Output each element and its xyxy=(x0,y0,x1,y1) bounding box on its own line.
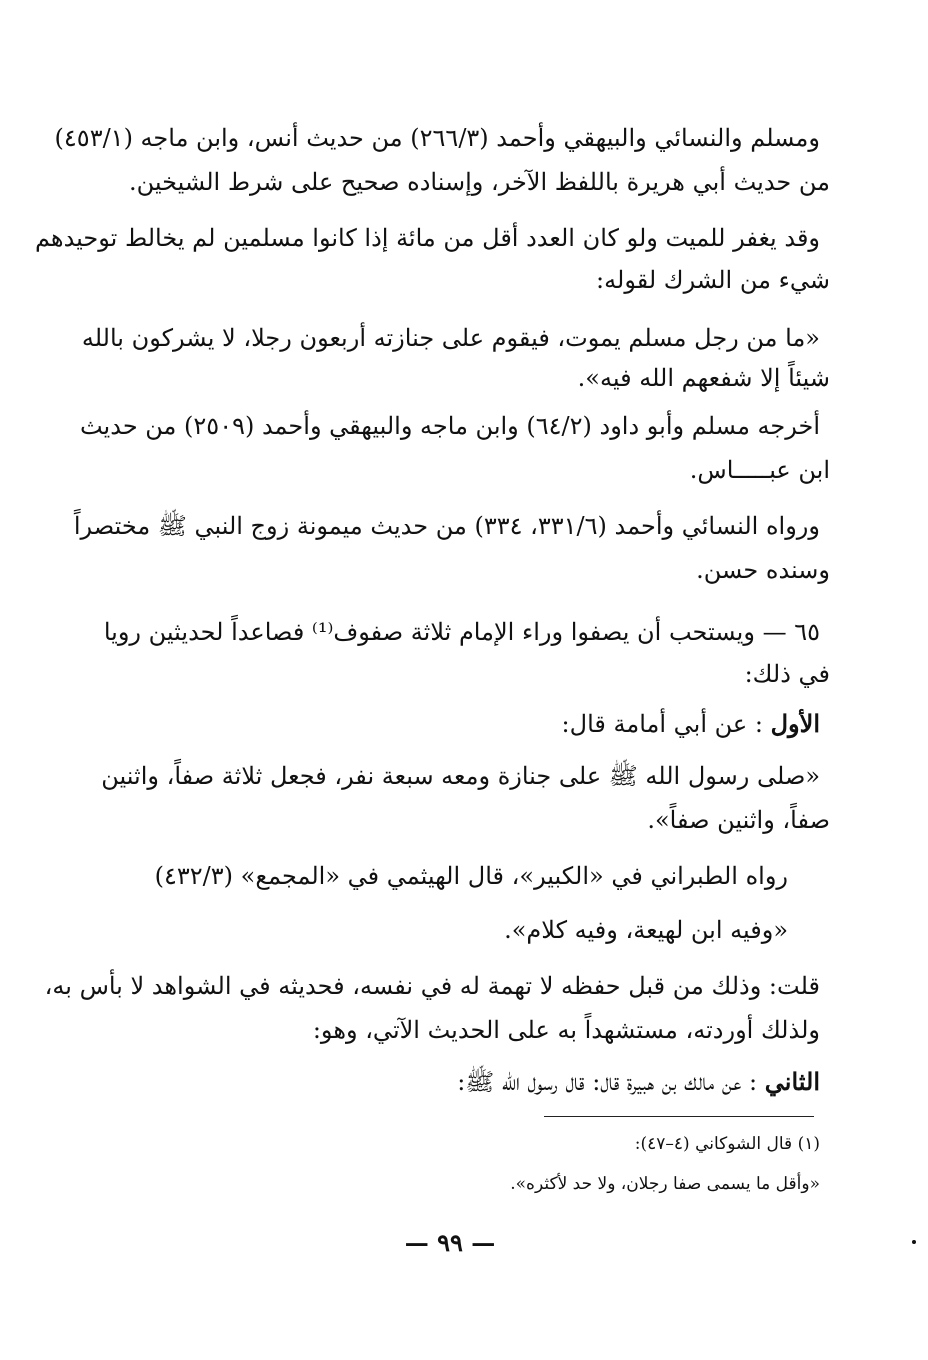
section-65-line-2: في ذلك: xyxy=(744,660,830,688)
first-hadith-intro: : عن أبي أمامة قال: xyxy=(561,710,763,738)
first-hadith-line-1: «صلى رسول الله ﷺ على جنازة ومعه سبعة نفر، فجعل ثلاثة صفاً، واثنين xyxy=(101,762,820,790)
first-hadith-heading-line xyxy=(320,704,820,744)
scan-dot xyxy=(912,1240,916,1244)
page-number: — ٩٩ — xyxy=(404,1228,496,1257)
takhrij-1-line-2: ابن عبـــــاس. xyxy=(689,456,830,484)
paragraph-1-line-2: من حديث أبي هريرة باللفظ الآخر، وإسناده صحيح على شرط الشيخين. xyxy=(128,168,830,196)
paragraph-1-line-1: ومسلم والنسائي والبيهقي وأحمد (٢٦٦/٣) من حديث أنس، وابن ماجه (٤٥٣/١) xyxy=(54,124,820,152)
first-hadith-heading: الأول xyxy=(770,709,820,738)
paragraph-2-line-1: وقد يغفر للميت ولو كان العدد أقل من مائة إذا كانوا مسلمين لم يخالط توحيدهم xyxy=(34,224,820,252)
first-source-line-2: «وفيه ابن لهيعة، وفيه كلام». xyxy=(504,916,788,944)
second-hadith-heading: الثاني xyxy=(764,1067,820,1096)
takhrij-2-line-2: وسنده حسن. xyxy=(696,556,830,584)
takhrij-1-line-1: أخرجه مسلم وأبو داود (٦٤/٢) وابن ماجه والبيهقي وأحمد (٢٥٠٩) من حديث xyxy=(79,412,820,440)
comment-line-1: قلت: وذلك من قبل حفظه لا تهمة له في نفسه، فحديثه في الشواهد لا بأس به، xyxy=(44,972,820,1000)
section-65-line-1: ٦٥ — ويستحب أن يصفوا وراء الإمام ثلاثة صفوف⁽¹⁾ فصاعداً لحديثين رويا xyxy=(103,618,820,646)
first-source-line-1: رواه الطبراني في «الكبير»، قال الهيثمي في «المجمع» (٤٣٢/٣) xyxy=(154,862,788,890)
footnote-separator xyxy=(544,1116,814,1117)
footnote-line-1: (١) قال الشوكاني (٤–٤٧): xyxy=(634,1134,820,1154)
second-hadith-intro: : عن مالك بن هبيرة قال: قال رسول الله ﷺ: xyxy=(457,1068,758,1096)
hadith-1-line-1: «ما من رجل مسلم يموت، فيقوم على جنازته أربعون رجلا، لا يشركون بالله xyxy=(81,324,820,352)
second-hadith-heading-line xyxy=(220,1062,820,1102)
takhrij-2-line-1: ورواه النسائي وأحمد (٣٣١/٦، ٣٣٤) من حديث ميمونة زوج النبي ﷺ مختصراً xyxy=(73,512,820,540)
comment-line-2: ولذلك أوردته، مستشهداً به على الحديث الآتي، وهو: xyxy=(312,1016,820,1044)
first-hadith-line-2: صفاً، واثنين صفاً». xyxy=(647,806,830,834)
hadith-1-line-2: شيئاً إلا شفعهم الله فيه». xyxy=(577,364,830,392)
footnote-line-2: «وأقل ما يسمى صفا رجلان، ولا حد لأكثره». xyxy=(510,1174,820,1194)
paragraph-2-line-2: شيء من الشرك لقوله: xyxy=(596,266,830,294)
